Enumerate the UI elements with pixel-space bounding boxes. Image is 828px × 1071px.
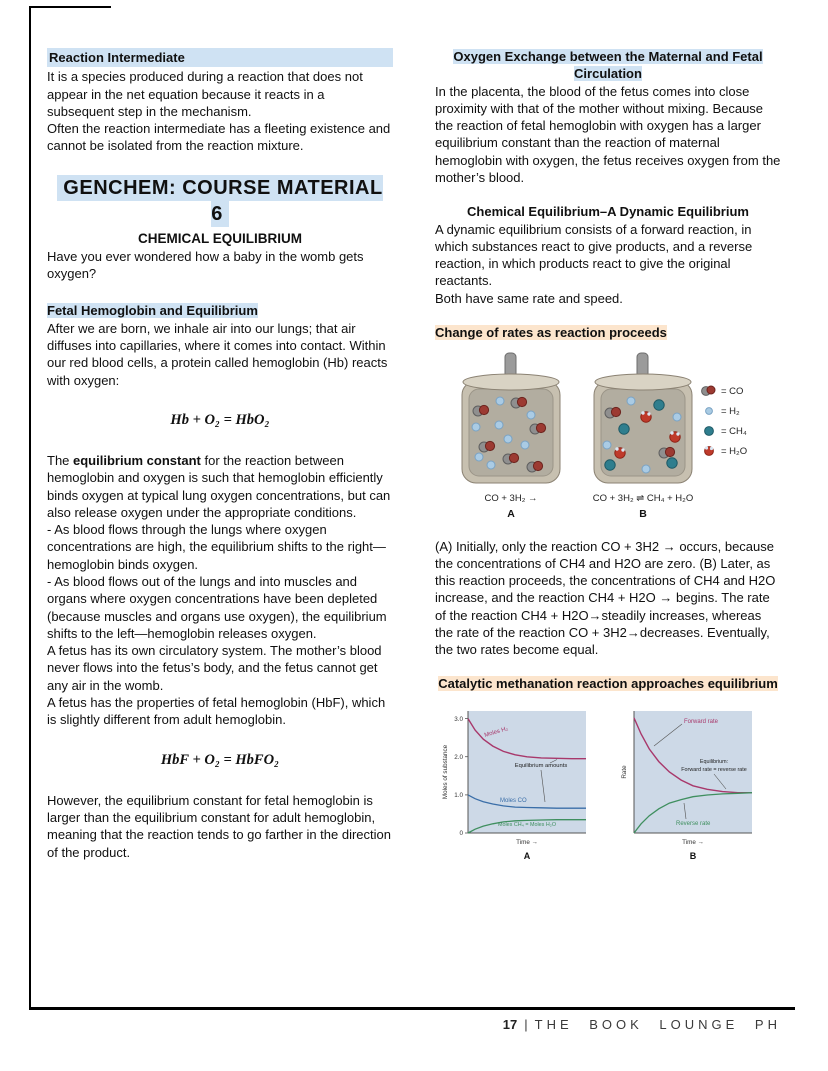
heading-oxygen-exchange-text: Oxygen Exchange between the Maternal and Fetal Circulation [453, 49, 763, 82]
right-column [435, 48, 781, 885]
legend-h2o-label: = H₂O [721, 446, 748, 458]
annotation-equilibrium-line1: Equilibrium: [699, 758, 729, 765]
legend-h2o [705, 446, 748, 457]
page-content [47, 48, 781, 885]
figure-equilibrium-graphs [435, 703, 781, 879]
left-column [47, 48, 393, 885]
paragraph-ab-explanation: (A) Initially, only the reaction CO + 3H2 → occurs, because the concentrations of CH4 and H2O are zero. (B) Later, as this reaction proceeds, the concentrations of CH4 and H2O increase, and the reaction CH4 + H2O → begins. The rate of the reaction CH4 + H2O→steadily increases, whereas the rate of the reaction CO + 3H2→decreases. Eventually, the two rates become equal. [435, 538, 776, 658]
equilibrium-graphs [438, 703, 778, 875]
paragraph-muscles-shift-left: - As blood flows out of the lungs and into muscles and organs where oxygen concentrations have been depleted (because muscles and organs use oxygen), the equilibrium shifts to the left—hemoglobin releases oxygen. [47, 574, 387, 641]
h2o-molecule [670, 432, 680, 443]
label-moles-h2: Moles H₂ [483, 725, 509, 739]
page-number: 17 [502, 1017, 518, 1032]
figure-change-of-rates [435, 351, 781, 531]
legend-co [702, 386, 744, 397]
legend-h2-label: = H₂ [721, 406, 740, 418]
heading-reaction-intermediate: Reaction Intermediate [47, 48, 393, 67]
heading-change-of-rates [435, 324, 781, 341]
paragraph-reaction-intermediate-note: Often the reaction intermediate has a fleeting existence and cannot be isolated from the reaction mixture. [47, 121, 391, 154]
paragraph-intro-question: Have you ever wondered how a baby in the womb gets oxygen? [47, 248, 364, 282]
label-moles-ch4-h2o: Moles CH₄ = Moles H₂O [497, 821, 557, 828]
paragraph-after-born: After we are born, we inhale air into our lungs; that air diffuses into capillaries, where it comes into contact. Within our red blood cells, a protein called hemoglobin (Hb) reacts with oxygen: [47, 320, 388, 388]
co-molecule-icon [707, 386, 715, 394]
yaxis-label-a: Moles of substance [442, 744, 449, 799]
heading-dynamic-equilibrium: Chemical Equilibrium–A Dynamic Equilibrium [467, 204, 749, 220]
annotation-equilibrium-amounts: Equilibrium amounts [514, 762, 568, 769]
label-forward-rate: Forward rate [684, 718, 719, 725]
label-reverse-rate: Reverse rate [676, 820, 711, 827]
legend-co-label: = CO [721, 386, 744, 398]
h2o-molecule [641, 412, 651, 423]
ytick-0: 0 [459, 829, 463, 837]
heading-change-of-rates-text: Change of rates as reaction proceeds [435, 324, 667, 340]
ytick-2: 2.0 [454, 753, 463, 761]
ch4-molecule-icon [705, 427, 714, 436]
beakers-illustration [443, 351, 773, 527]
beaker-a [462, 353, 560, 483]
reaction-b-caption: CO + 3H₂ ⇌ CH₄ + H₂O [592, 493, 694, 505]
paragraph-same-rate: Both have same rate and speed. [435, 290, 623, 306]
footer-separator: | [524, 1017, 528, 1032]
panel-b-label: B [689, 850, 697, 861]
document-title [47, 175, 393, 228]
ytick-3: 3.0 [454, 715, 463, 723]
document-subtitle: CHEMICAL EQUILIBRIUM [138, 230, 302, 246]
paragraph-lungs-shift-right: - As blood flows through the lungs where oxygen concentrations are high, the equilibrium shifts to the right—hemoglobin binds oxygen. [47, 522, 386, 572]
h2o-molecule-icon [710, 447, 713, 450]
panel-a-label: A [523, 850, 531, 861]
h2-molecule-icon [706, 408, 713, 415]
paragraph-placenta: In the placenta, the blood of the fetus comes into close proximity with that of the mother without mixing. Because the reaction of fetal hemoglobin with oxygen has a larger equilibrium constant than the reaction of maternal hemoglobin with oxygen, the fetus receives oxygen from the mother’s blood. [435, 83, 781, 185]
reaction-a-caption: CO + 3H₂ → [484, 493, 538, 505]
legend-ch4-label: = CH₄ [721, 426, 747, 438]
page-border-bottom [29, 1007, 795, 1010]
footer-brand: THE BOOK LOUNGE PH [534, 1017, 781, 1032]
annotation-equilibrium-line2: Forward rate = reverse rate [681, 766, 747, 773]
figure-legend [702, 386, 748, 457]
page-border-left [29, 6, 31, 1009]
paragraph-however-kc: However, the equilibrium constant for fetal hemoglobin is larger than the equilibrium constant for adult hemoglobin, meaning that the reaction tends to go farther in the direction of the product. [47, 792, 391, 860]
equation-hb-o2: Hb + O₂ = HbO₂ [170, 411, 270, 428]
heading-fetal-hemoglobin-text: Fetal Hemoglobin and Equilibrium [47, 303, 258, 319]
paragraph-equilibrium-constant [47, 452, 393, 521]
heading-catalytic-methanation [435, 675, 781, 692]
text-run-rest: for the reaction between hemoglobin and oxygen is such that hemoglobin efficiently binds oxygen at typical lung oxygen concentrations, but can also release oxygen under the appropriate conditions. [47, 453, 391, 520]
xaxis-label-b: Time → [682, 838, 704, 846]
paragraph-fetus-circulation: A fetus has its own circulatory system. The mother’s blood never flows into the fetus’s body, and the fetus cannot get any air in the womb. [47, 643, 382, 693]
xaxis-label-a: Time → [516, 838, 538, 846]
paragraph-fetal-hbf: A fetus has the properties of fetal hemoglobin (HbF), which is slightly different from adult hemoglobin. [47, 695, 386, 728]
h2o-molecule-icon [705, 447, 708, 450]
ytick-1: 1.0 [454, 791, 463, 799]
graph-b [621, 711, 752, 861]
graph-a [442, 711, 586, 861]
legend-ch4 [705, 426, 747, 437]
beaker-b-label: B [639, 508, 647, 521]
beaker-a-label: A [507, 508, 515, 521]
beaker-b [594, 353, 692, 483]
label-moles-co: Moles CO [500, 797, 527, 804]
page-border-top-tick [29, 6, 111, 8]
heading-fetal-hemoglobin [47, 302, 393, 319]
heading-catalytic-methanation-text: Catalytic methanation reaction approaches equilibrium [438, 676, 778, 692]
equation-hbf-o2: HbF + O₂ = HbFO₂ [160, 751, 280, 768]
page-footer [503, 1016, 781, 1033]
equilibrium-constant-term: equilibrium constant [73, 453, 201, 469]
yaxis-label-b: Rate [621, 765, 628, 779]
legend-h2 [706, 406, 740, 417]
text-run-pre: The [47, 453, 74, 469]
document-title-text: GENCHEM: COURSE MATERIAL 6 [57, 175, 382, 228]
plot-area-a [468, 711, 586, 833]
heading-oxygen-exchange [435, 48, 781, 83]
h2o-molecule [615, 448, 625, 459]
paragraph-reaction-intermediate-def: It is a species produced during a reaction that does not appear in the net equation because it reacts in a subsequent step in the mechanism. [47, 69, 363, 119]
paragraph-dynamic-equilibrium: A dynamic equilibrium consists of a forward reaction, in which substances react to give products, and a reverse reaction, in which products react to give the original reactants. [435, 221, 753, 289]
